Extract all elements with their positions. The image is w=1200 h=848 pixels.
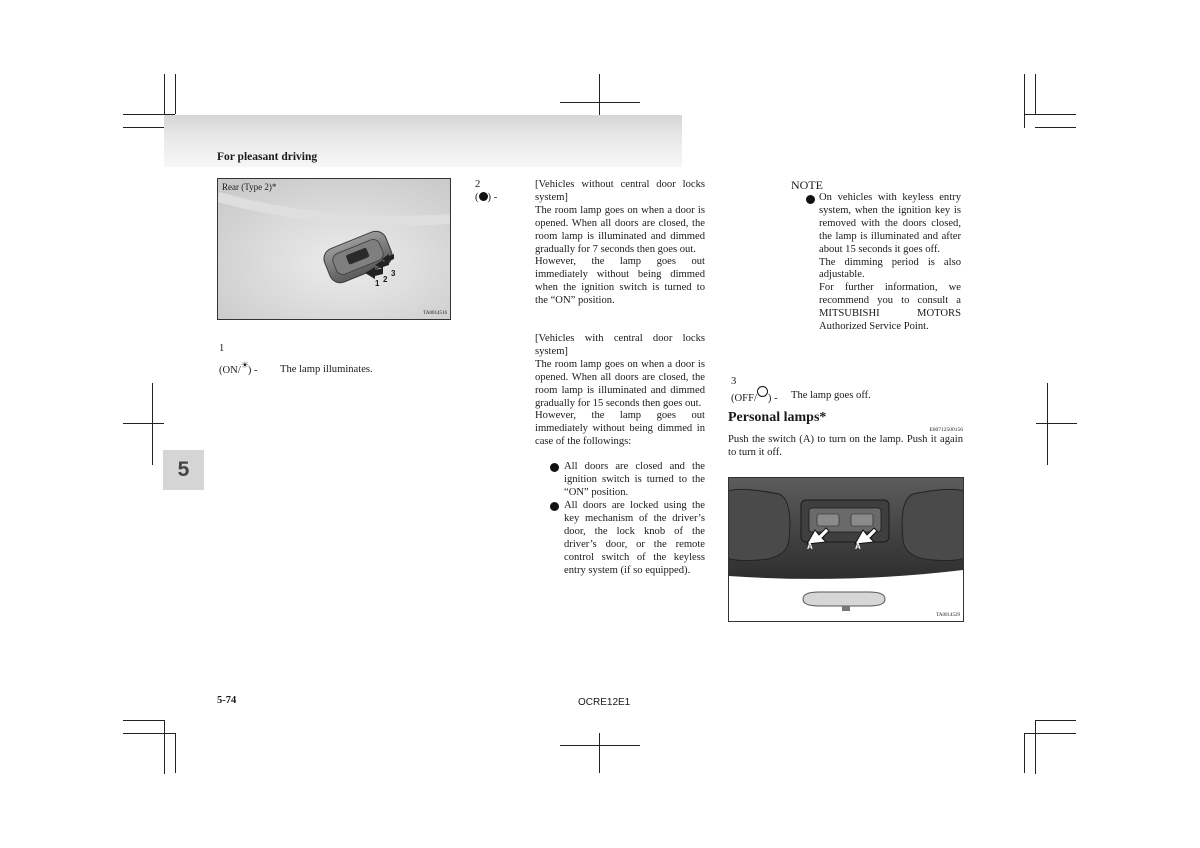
page-number: 5-74 [217, 695, 237, 706]
figure-code: TA0014529 [936, 613, 960, 618]
note-body [819, 192, 961, 334]
bullet-icon [550, 463, 559, 472]
p2-block2-condition: [Vehicles with central door locks system] [535, 333, 705, 357]
p2-bullet-1: All doors are closed and the ignition switch is turned to the “ON” position. [564, 461, 705, 498]
p2-block2-para2: However, the lamp goes out immediately without being dimmed in case of the followings: [535, 410, 705, 448]
off-circle-icon [757, 386, 768, 397]
personal-lamps-heading: Personal lamps* [728, 410, 827, 425]
personal-lamps-illustration [729, 478, 963, 621]
position-3-label: (OFF/ ) - [731, 390, 778, 406]
position-2-number: 2 [475, 179, 481, 190]
door-filled-circle-icon [479, 192, 488, 201]
callout-a-right: A [855, 542, 861, 551]
p2-block1-para1: The room lamp goes on when a door is opened. When all doors are closed, the room lamp is illuminated and dimmed gradually for 7 seconds then goes out. [535, 204, 705, 255]
on-sun-icon: ☀ [240, 360, 248, 370]
bullet-icon [550, 502, 559, 511]
chapter-tab: 5 [163, 450, 204, 490]
callout-3: 3 [391, 269, 396, 278]
figure-code: TA0014516 [423, 311, 447, 316]
callout-2: 2 [383, 275, 388, 284]
p2-block1-para2: However, the lamp goes out immediately without being dimmed when the ignition switch is turned to the “ON” position. [535, 256, 705, 307]
rear-lamp-figure [217, 178, 451, 320]
position-3-number: 3 [731, 376, 737, 387]
p2-block2 [535, 333, 705, 449]
p2-block1-condition: [Vehicles without central door locks system] [535, 179, 705, 203]
position-2-label: ( ) - [475, 192, 498, 203]
section-title: For pleasant driving [217, 151, 318, 163]
note-para-3: For further information, we recommend you to consult a MITSUBISHI MOTORS Authorized Service Point. [819, 282, 961, 333]
personal-lamps-figure [728, 477, 964, 622]
p2-block2-para1: The room lamp goes on when a door is opened. When all doors are closed, the room lamp is illuminated and dimmed gradually for 15 seconds then goes out. [535, 358, 705, 409]
position-1-label: (ON/☀) - [219, 360, 258, 376]
bullet-icon [806, 195, 815, 204]
document-code: OCRE12E1 [578, 697, 631, 708]
reference-code: E00712500156 [929, 427, 963, 433]
position-1-description: The lamp illuminates. [280, 364, 373, 375]
note-title: NOTE [791, 178, 823, 192]
position-1-number: 1 [219, 343, 225, 354]
callout-a-left: A [807, 542, 813, 551]
p2-bullet-2: All doors are locked using the key mechanism of the driver’s door, the lock knob of the driver’s door, or the remote control switch of the keyless entry system (if so equipped). [564, 500, 705, 576]
position-3-description: The lamp goes off. [791, 390, 871, 401]
rear-lamp-illustration [218, 179, 450, 319]
figure-caption: Rear (Type 2)* [222, 182, 277, 192]
note-bullet: On vehicles with keyless entry system, when the ignition key is removed with the doors closed, the lamp is illuminated and after about 15 seconds it goes off. [819, 192, 961, 255]
personal-lamps-body: Push the switch (A) to turn on the lamp. Push it again to turn it off. [728, 434, 963, 458]
p2-block1 [535, 179, 705, 308]
note-para-2: The dimming period is also adjustable. [819, 256, 961, 281]
callout-1: 1 [375, 279, 380, 288]
